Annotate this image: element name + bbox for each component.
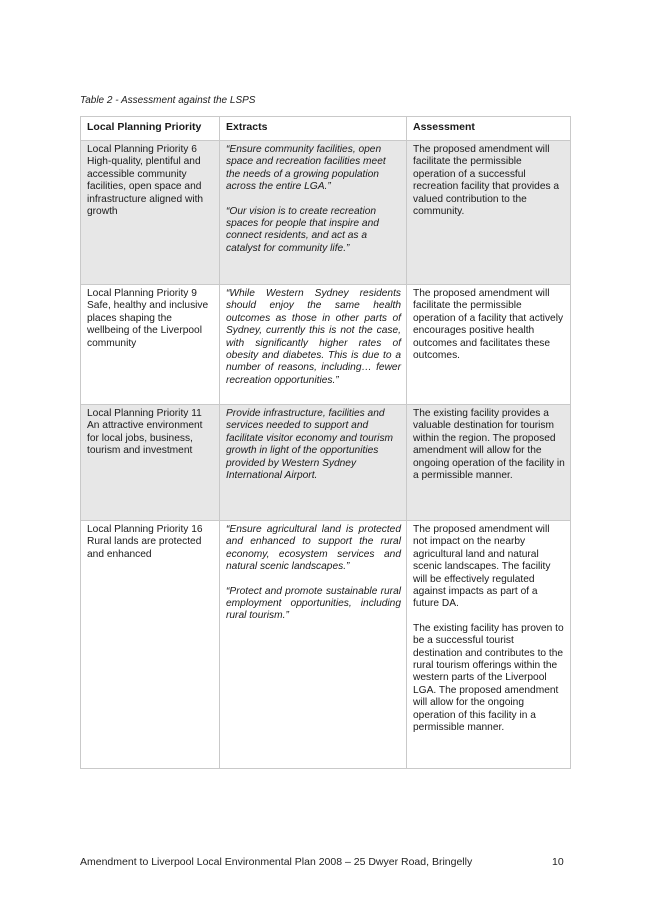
assessment-cell xyxy=(407,405,571,521)
column-header-assessment: Assessment xyxy=(407,117,571,141)
assessment-text: The proposed amendment will not impact on the nearby agricultural land and natural scenic landscapes. The facility will be effectively regulated against impacts as part of a future DA. xyxy=(413,524,551,610)
assessment-text: The proposed amendment will facilitate the permissible operation of a successful recreation facility that provides a valued contribution to the community. xyxy=(413,144,560,218)
priority-cell xyxy=(81,285,220,405)
extract-text: Provide infrastructure, facilities and services needed to support and facilitate visitor economy and tourism growth in light of the opportunities provided by Western Sydney International Airport. xyxy=(226,408,394,482)
page-footer: Amendment to Liverpool Local Environmental Plan 2008 – 25 Dwyer Road, Bringelly xyxy=(80,856,473,868)
extract-text: “Ensure agricultural land is protected and enhanced to support the rural economy, ecosystem services and natural scenic landscapes.” xyxy=(226,524,401,573)
assessment-text: The existing facility has proven to be a successful tourist destination and contributes to the rural tourism offerings within the western parts of the Liverpool LGA. The proposed amendment will allow for the ongoing operation of this facility in a permissible manner. xyxy=(413,622,564,734)
lsps-assessment-table xyxy=(80,116,571,769)
assessment-text: The existing facility provides a valuable destination for tourism within the region. The proposed amendment will allow for the ongoing operation of the facility in a permissible manner. xyxy=(413,408,565,482)
priority-text: Local Planning Priority 16 Rural lands are protected and enhanced xyxy=(87,524,203,560)
extracts-cell xyxy=(220,405,407,521)
priority-cell xyxy=(81,405,220,521)
extract-text: “While Western Sydney residents should enjoy the same health outcomes as those in other parts of Sydney, currently this is not the case, with significantly higher rates of obesity and diabetes. This is due to a number of reasons, including… fewer recreation opportunities.” xyxy=(226,288,401,386)
priority-cell xyxy=(81,141,220,285)
table-caption: Table 2 - Assessment against the LSPS xyxy=(80,95,256,106)
extracts-cell xyxy=(220,141,407,285)
priority-cell xyxy=(81,521,220,769)
priority-text: Local Planning Priority 11 An attractive environment for local jobs, business, tourism and investment xyxy=(87,408,203,457)
column-header-extracts: Extracts xyxy=(220,117,407,141)
extract-text: “Protect and promote sustainable rural employment opportunities, including rural tourism.” xyxy=(226,585,401,622)
table-header-row xyxy=(81,117,571,141)
page-number: 10 xyxy=(552,856,564,868)
assessment-cell xyxy=(407,285,571,405)
extracts-cell xyxy=(220,521,407,769)
table-row xyxy=(81,141,571,285)
table-row xyxy=(81,285,571,405)
extracts-cell xyxy=(220,285,407,405)
assessment-text: The proposed amendment will facilitate the permissible operation of a facility that actively encourages positive health outcomes and facilitates these outcomes. xyxy=(413,288,564,362)
extract-text: “Ensure community facilities, open space and recreation facilities meet the needs of a growing population across the entire LGA.” xyxy=(226,144,386,193)
extract-text: “Our vision is to create recreation spaces for people that inspire and connect residents, and act as a catalyst for community life.” xyxy=(226,205,379,254)
assessment-cell xyxy=(407,521,571,769)
assessment-cell xyxy=(407,141,571,285)
column-header-priority: Local Planning Priority xyxy=(81,117,220,141)
priority-text: Local Planning Priority 6 High-quality, plentiful and accessible community facilities, open space and infrastructure aligned with growth xyxy=(87,144,204,218)
priority-text: Local Planning Priority 9 Safe, healthy and inclusive places shaping the wellbeing of the Liverpool community xyxy=(87,288,209,349)
table-row xyxy=(81,521,571,769)
table-row xyxy=(81,405,571,521)
